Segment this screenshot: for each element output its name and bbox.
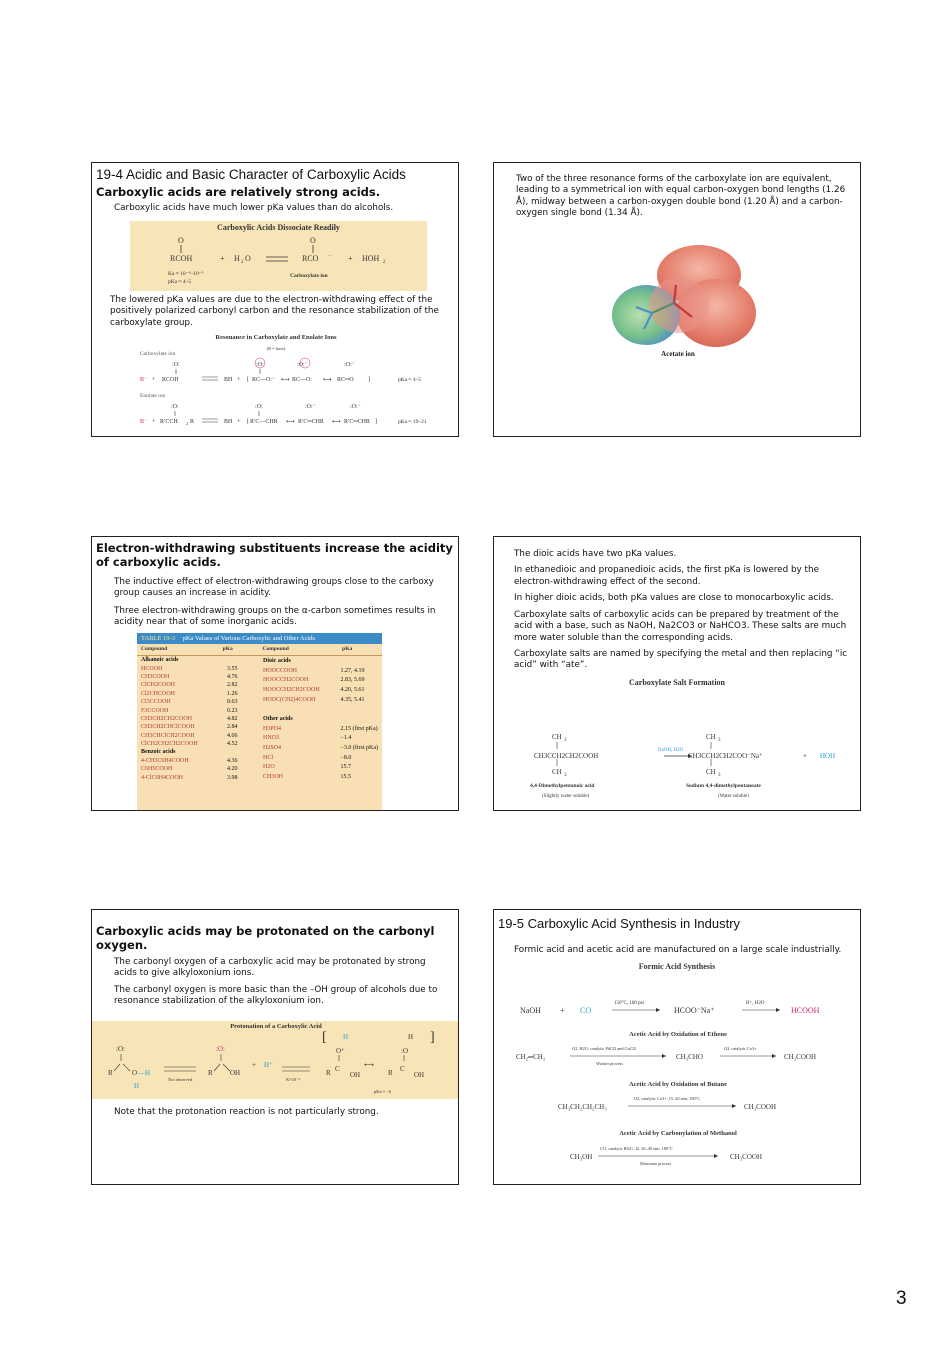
left-compound-cell: Cl3CCOOH: [141, 699, 171, 706]
table-row: [259, 685, 382, 695]
table-title-bar: [137, 633, 382, 644]
svg-text:]: ]: [375, 419, 377, 425]
slide-title: Electron-withdrawing substituents increase the acidity of carboxylic acids.: [96, 541, 453, 570]
svg-text:BH: BH: [224, 377, 233, 383]
left-pka-cell: 2.84: [227, 724, 238, 731]
reactant-name: 4,4-Dimethylpentanoic acid: [530, 783, 595, 789]
svg-text:]: ]: [368, 377, 370, 383]
left-compound-cell: ClCH2CH2CH2COOH: [141, 741, 198, 748]
svg-text:+: +: [220, 254, 225, 263]
para-electron-withdrawing: The lowered pKa values are due to the electron-withdrawing effect of the positively polarized carbonyl carbon and the resonance stabilization of the carboxylate group.: [110, 295, 439, 328]
svg-text:NaOH: NaOH: [520, 1006, 541, 1015]
table-row: [137, 664, 259, 672]
table-row: [259, 675, 382, 685]
svg-text:B⁻: B⁻: [140, 377, 148, 383]
table-row: [137, 715, 259, 723]
svg-text:CH: CH: [706, 768, 716, 776]
svg-text:H: H: [234, 254, 240, 263]
table-row: [259, 762, 382, 772]
slide-title: 19-4 Acidic and Basic Character of Carboxylic Acids: [96, 167, 406, 182]
left-pka-cell: 4.36: [227, 757, 238, 764]
butane-cond: O2, catalytic Co3+, 15–20 atm, 180°C: [634, 1096, 701, 1101]
col-compound-right: Compound: [262, 646, 289, 652]
para-salt-prep: Carboxylate salts of carboxylic acids can be prepared by treatment of the acid with a base, such as NaOH, Na2CO3 or NaHCO3. These salts are much more water soluble than the corresponding acids.: [514, 609, 847, 643]
right-compound-cell: CH3OH: [263, 773, 284, 780]
left-pka-cell: 4.06: [227, 732, 238, 739]
table-row: [137, 698, 259, 706]
svg-text:H: H: [134, 1082, 140, 1090]
table-left-column: [137, 656, 259, 782]
table-right-column: [259, 656, 382, 782]
svg-text:C: C: [335, 1065, 340, 1073]
salt-formation-diagram: [494, 729, 861, 809]
right-compound-cell: H2O: [263, 764, 275, 771]
svg-text:+: +: [237, 377, 241, 383]
svg-text:CH₃CHO: CH₃CHO: [676, 1053, 703, 1061]
svg-text:+: +: [152, 419, 156, 425]
slide-title: Carboxylic acids may be protonated on the carbonyl oxygen.: [96, 924, 435, 953]
svg-text:[: [: [247, 377, 249, 383]
table-row: [259, 704, 382, 714]
svg-text:CH₂═CH₂: CH₂═CH₂: [516, 1053, 546, 1061]
svg-text:O⁺: O⁺: [336, 1047, 345, 1055]
slide-protonation: [91, 909, 459, 1185]
slide-title: 19-5 Carboxylic Acid Synthesis in Industry: [498, 916, 741, 931]
slide-industrial-synthesis: [493, 909, 861, 1185]
not-observed-label: Not observed: [168, 1077, 193, 1082]
dissociation-equation: [130, 233, 427, 289]
formic-cond1: 150°C, 100 psi: [614, 1001, 644, 1006]
svg-text:C: C: [400, 1065, 405, 1073]
resonance-diagram: [92, 349, 459, 435]
page-number: 3: [896, 1288, 907, 1309]
svg-text::O:: :O:: [171, 404, 179, 410]
svg-text:HCOOH: HCOOH: [791, 1006, 820, 1015]
resonance-figure-sub: (B = base): [266, 346, 286, 351]
svg-text:O: O: [310, 236, 316, 245]
table-row: [137, 748, 259, 756]
svg-text:CH₃COOH: CH₃COOH: [730, 1153, 762, 1161]
table-row: [137, 706, 259, 714]
svg-text:3: 3: [718, 773, 721, 778]
ethene-title: Acetic Acid by Oxidation of Ethene: [629, 1031, 727, 1038]
figure-dissociation: [130, 221, 427, 291]
left-compound-cell: Benzoic acids: [141, 749, 176, 756]
table-row: [259, 724, 382, 734]
svg-text::O:⁻: :O:⁻: [297, 362, 308, 368]
right-compound-cell: [259, 704, 336, 714]
table-row: [137, 723, 259, 731]
right-pka-cell: 2.83, 5.69: [340, 677, 365, 684]
svg-text:OH: OH: [414, 1071, 425, 1079]
svg-text:[: [: [322, 1031, 327, 1045]
protonation-pka: pKa ≈ −6: [374, 1089, 392, 1094]
formic-cond2: H⁺, H2O: [746, 1001, 765, 1006]
para-protonation: The carbonyl oxygen of a carboxylic acid may be protonated by strong acids to give alkyloxonium ions.: [114, 956, 426, 979]
left-compound-cell: F3CCOOH: [141, 707, 169, 714]
table-header: [137, 644, 382, 656]
table-row: [137, 673, 259, 681]
table-row: [259, 743, 382, 753]
svg-text:HCOO⁻Na⁺: HCOO⁻Na⁺: [674, 1006, 715, 1015]
table-row: [137, 740, 259, 748]
note-weak-protonation: Note that the protonation reaction is not particularly strong.: [114, 1107, 379, 1117]
left-pka-cell: 0.63: [227, 699, 238, 706]
enolate-pka: pKa ≈ 19–21: [398, 419, 427, 425]
svg-text:R′C—CHR: R′C—CHR: [250, 419, 278, 425]
svg-text::O:: :O:: [216, 1045, 225, 1053]
table-row: [259, 753, 382, 763]
left-compound-cell: 4-ClC6H4COOH: [141, 774, 184, 781]
para-alpha-carbon: Three electron-withdrawing groups on the α-carbon sometimes results in acidity near that of some inorganic acids.: [114, 605, 436, 628]
para-dioic-two-pka: The dioic acids have two pKa values.: [514, 549, 677, 559]
left-compound-cell: CH3CH2CH2COOH: [141, 715, 193, 722]
svg-text:HOH: HOH: [362, 254, 380, 263]
table-row: [259, 772, 382, 782]
right-pka-cell: [336, 714, 382, 724]
svg-text:⟷: ⟷: [332, 419, 341, 425]
svg-text:H⁺: H⁺: [264, 1061, 273, 1069]
left-pka-cell: 3.98: [227, 774, 238, 781]
svg-text:CH: CH: [552, 768, 562, 776]
left-compound-cell: Alkanoic acids: [141, 657, 179, 664]
pka-table: [137, 633, 382, 811]
slide-subtitle: Carboxylic acids are relatively strong acids.: [96, 185, 381, 199]
product-note: (Water soluble): [718, 794, 749, 799]
right-compound-cell: H2SO4: [263, 744, 282, 751]
table-row: [137, 765, 259, 773]
product-formula: CH3CCH2CH2COO⁻Na⁺: [688, 752, 763, 760]
table-title: pKa Values of Various Carboxylic and Other Acids: [182, 635, 316, 642]
slide-acetate-resonance: [493, 162, 861, 437]
svg-text:O: O: [178, 236, 184, 245]
svg-text:RCOH: RCOH: [170, 254, 193, 263]
svg-text:CO: CO: [580, 1006, 592, 1015]
product-name: Sodium 4,4-dimethylpentanoate: [686, 783, 761, 789]
table-row: [259, 656, 382, 666]
svg-text:R: R: [388, 1069, 393, 1077]
svg-text:H: H: [408, 1033, 414, 1041]
svg-text:⟷: ⟷: [281, 377, 290, 383]
svg-text:2: 2: [383, 260, 386, 265]
svg-text:[: [: [247, 419, 249, 425]
right-pka-cell: 2.15 (first pKa): [340, 725, 378, 732]
svg-text:+: +: [560, 1006, 565, 1015]
svg-text::O:⁻: :O:⁻: [305, 404, 316, 410]
right-pka-cell: 15.5: [340, 773, 351, 780]
resonance-figure-title: Resonance in Carboxylate and Enolate Ions: [215, 334, 337, 341]
ethene-cond1: O2, H2O, catalytic PdCl2 and CuCl2: [572, 1046, 636, 1051]
svg-text:CH: CH: [706, 733, 716, 741]
svg-text:]: ]: [430, 1031, 435, 1045]
butane-title: Acetic Acid by Oxidation of Butane: [628, 1081, 728, 1088]
right-pka-cell: 1.27, 4.19: [340, 667, 365, 674]
svg-text:−: −: [328, 253, 332, 259]
left-compound-cell: ClCH2COOH: [141, 682, 176, 689]
left-pka-cell: [223, 748, 259, 756]
table-tag: TABLE 19-3: [141, 635, 175, 642]
left-pka-cell: [223, 656, 259, 664]
table-row: [137, 656, 259, 664]
right-pka-cell: [336, 704, 382, 714]
right-pka-cell: −8.0: [340, 754, 352, 761]
right-pka-cell: −1.4: [340, 735, 352, 742]
right-compound-cell: Dioic acids: [263, 657, 291, 664]
svg-text:CH₃COOH: CH₃COOH: [784, 1053, 816, 1061]
col-pka-left: pKa: [222, 646, 233, 652]
svg-text:3: 3: [564, 738, 567, 743]
right-compound-cell: HOOC(CH2)4COOH: [263, 696, 316, 703]
svg-text::O: :O: [401, 1047, 408, 1055]
left-compound-cell: 4-CH3C6H4COOH: [141, 757, 189, 764]
para-ethanedioic: In ethanedioic and propanedioic acids, the first pKa is lowered by the electron-withdrawing effect of the second.: [514, 565, 819, 587]
svg-text:2: 2: [186, 421, 188, 426]
svg-text:R: R: [208, 1069, 213, 1077]
reactant-note: (Slightly water soluble): [542, 794, 590, 799]
carboxylate-row-label: Carboxylate ion: [140, 351, 176, 357]
methanol-cond: CO, catalytic Rh3+, I2, 30–40 atm, 180°C: [600, 1146, 673, 1151]
svg-text:+: +: [237, 419, 241, 425]
right-compound-cell: H3PO4: [263, 725, 282, 732]
carboxylate-pka: pKa ≈ 4–5: [398, 377, 422, 383]
svg-text:RC—O:⁻: RC—O:⁻: [252, 377, 276, 383]
reactant-formula: CH3CCH2CH2COOH: [534, 752, 599, 760]
table-row: [259, 733, 382, 743]
svg-text:+: +: [152, 377, 156, 383]
left-compound-cell: C6H5COOH: [141, 766, 173, 773]
svg-text:R: R: [326, 1069, 331, 1077]
svg-text:RCO: RCO: [302, 254, 319, 263]
para-higher-dioic: In higher dioic acids, both pKa values are close to monocarboxylic acids.: [514, 593, 834, 604]
svg-text::O:⁻: :O:⁻: [350, 404, 361, 410]
table-row: [137, 757, 259, 765]
right-compound-cell: HOOCCH2CH2COOH: [263, 686, 320, 693]
left-pka-cell: 2.82: [227, 682, 238, 689]
right-pka-cell: 4.20, 5.61: [340, 686, 365, 693]
pka-value: pKa ≈ 4–5: [168, 279, 192, 285]
reagent: NaOH, H2O: [658, 748, 684, 753]
para-basicity: The carbonyl oxygen is more basic than the –OH group of alcohols due to resonance stabilization of the alkyloxonium ion.: [114, 984, 438, 1007]
svg-text:3: 3: [718, 738, 721, 743]
svg-text:R′C═CHR: R′C═CHR: [344, 419, 370, 425]
para-inductive-effect: The inductive effect of electron-withdrawing groups close to the carboxy group causes an increase in acidity.: [114, 576, 434, 599]
left-pka-cell: 3.55: [227, 665, 238, 672]
svg-text:B⁻: B⁻: [140, 419, 148, 425]
svg-text:+: +: [252, 1061, 256, 1069]
svg-text:O: O: [132, 1069, 138, 1077]
svg-text:+: +: [803, 752, 807, 760]
slide-acid-base-character: [91, 162, 459, 437]
table-row: [137, 690, 259, 698]
formic-title: Formic Acid Synthesis: [638, 962, 716, 972]
right-compound-cell: HCl: [263, 754, 274, 761]
left-compound-cell: CH3CHClCH2COOH: [141, 732, 195, 739]
svg-text:R′C═CHR: R′C═CHR: [298, 419, 324, 425]
protonation-equation: [92, 1031, 459, 1097]
svg-text:CH₃OH: CH₃OH: [570, 1153, 593, 1161]
svg-text:BH: BH: [224, 419, 233, 425]
svg-text:CH₃CH₂CH₂CH₃: CH₃CH₂CH₂CH₃: [558, 1103, 607, 1111]
left-pka-cell: 4.76: [227, 673, 238, 680]
left-compound-cell: Cl2CHCOOH: [141, 690, 176, 697]
svg-text:RC—O:: RC—O:: [292, 377, 313, 383]
para-salt-naming: Carboxylate salts are named by specifying the metal and then replacing “ic acid” with “ate”.: [514, 648, 848, 671]
byproduct-water: HOH: [820, 752, 836, 760]
svg-text::O:⁻: :O:⁻: [344, 362, 355, 368]
svg-text:O: O: [245, 254, 251, 263]
table-row: [137, 681, 259, 689]
svg-text::O:: :O:: [256, 362, 264, 368]
svg-text::O:: :O:: [116, 1045, 125, 1053]
svg-text:OH: OH: [230, 1069, 241, 1077]
svg-text::O:: :O:: [255, 404, 263, 410]
right-pka-cell: −3.0 (first pKa): [340, 744, 378, 751]
svg-text:+: +: [348, 254, 353, 263]
svg-text:2: 2: [241, 260, 244, 265]
right-compound-cell: HNO3: [263, 735, 279, 742]
table-row: [137, 773, 259, 781]
carboxylate-label: Carboxylate ion: [290, 273, 328, 279]
svg-text:RC═O: RC═O: [337, 377, 354, 383]
acetate-caption: Acetate ion: [661, 350, 695, 358]
left-pka-cell: 4.82: [227, 715, 238, 722]
svg-text:—H: —H: [138, 1069, 151, 1077]
right-compound-cell: HOOCCH2COOH: [263, 677, 309, 684]
left-compound-cell: HCOOH: [141, 665, 163, 672]
svg-text:R: R: [190, 419, 195, 425]
bullet-lower-pka: Carboxylic acids have much lower pKa values than do alcohols.: [114, 203, 394, 214]
para-industrial-scale: Formic acid and acetic acid are manufactured on a large scale industrially.: [514, 945, 842, 955]
slide-electron-withdrawing: [91, 536, 459, 811]
figure-title: Carboxylic Acids Dissociate Readily: [217, 223, 340, 232]
table-row: [137, 732, 259, 740]
right-pka-cell: 4.35, 5.41: [340, 696, 365, 703]
salt-figure-title: Carboxylate Salt Formation: [629, 677, 725, 687]
right-pka-cell: 15.7: [340, 764, 351, 771]
svg-text:RCOH: RCOH: [162, 377, 179, 383]
right-pka-cell: [336, 656, 382, 666]
ethene-cond2: O2, catalytic Co3+: [724, 1046, 757, 1051]
protonation-figure-title: Protonation of a Carboxylic Acid: [230, 1023, 322, 1030]
left-pka-cell: 4.52: [227, 741, 238, 748]
svg-text:3: 3: [564, 773, 567, 778]
table-row: [259, 666, 382, 676]
svg-text:⟷: ⟷: [364, 1061, 375, 1069]
carboxylate-bond-length-text: Two of the three resonance forms of the carboxylate ion are equivalent, leading to a symmetrical ion with equal carbon-oxygen bond lengths (1.26 Å), midway between a carbon-oxygen double bond (1.20 Å) and a carbon-oxygen single bond (1.34 Å).: [516, 174, 846, 219]
right-compound-cell: HOOCCOOH: [263, 667, 298, 674]
methanol-title: Acetic Acid by Carbonylation of Methanol: [619, 1130, 737, 1137]
enolate-row-label: Enolate ion: [140, 393, 166, 399]
protonation-figure: [92, 1021, 459, 1099]
monsanto-label: Monsanto process: [640, 1161, 672, 1166]
acetate-ion-model: [494, 243, 861, 393]
equilibrium-k: K≈10⁻⁶: [286, 1077, 301, 1082]
svg-text:⟷: ⟷: [323, 377, 332, 383]
svg-text:⟷: ⟷: [286, 419, 295, 425]
svg-text:CH₃COOH: CH₃COOH: [744, 1103, 776, 1111]
svg-text:CH: CH: [552, 733, 562, 741]
left-pka-cell: 0.23: [227, 707, 238, 714]
svg-text:R′CCH: R′CCH: [160, 419, 178, 425]
wacker-label: Wacker process: [596, 1061, 623, 1066]
slide-dioic-acids-salts: [493, 536, 861, 811]
left-pka-cell: 1.26: [227, 690, 238, 697]
svg-text::O:: :O:: [172, 362, 180, 368]
industrial-synthesis-diagram: [494, 993, 861, 1185]
col-compound-left: Compound: [141, 646, 168, 652]
svg-text:OH: OH: [350, 1071, 361, 1079]
col-pka-right: pKa: [342, 646, 353, 652]
ka-value: Ka ≈ 10⁻⁴–10⁻⁵: [168, 271, 204, 277]
right-compound-cell: Other acids: [263, 715, 293, 722]
table-row: [259, 695, 382, 705]
table-row: [259, 714, 382, 724]
svg-text:H: H: [343, 1033, 349, 1041]
left-compound-cell: CH3CH2CHClCOOH: [141, 724, 195, 731]
left-compound-cell: CH3COOH: [141, 673, 170, 680]
svg-text:R: R: [108, 1069, 113, 1077]
left-pka-cell: 4.20: [227, 766, 238, 773]
